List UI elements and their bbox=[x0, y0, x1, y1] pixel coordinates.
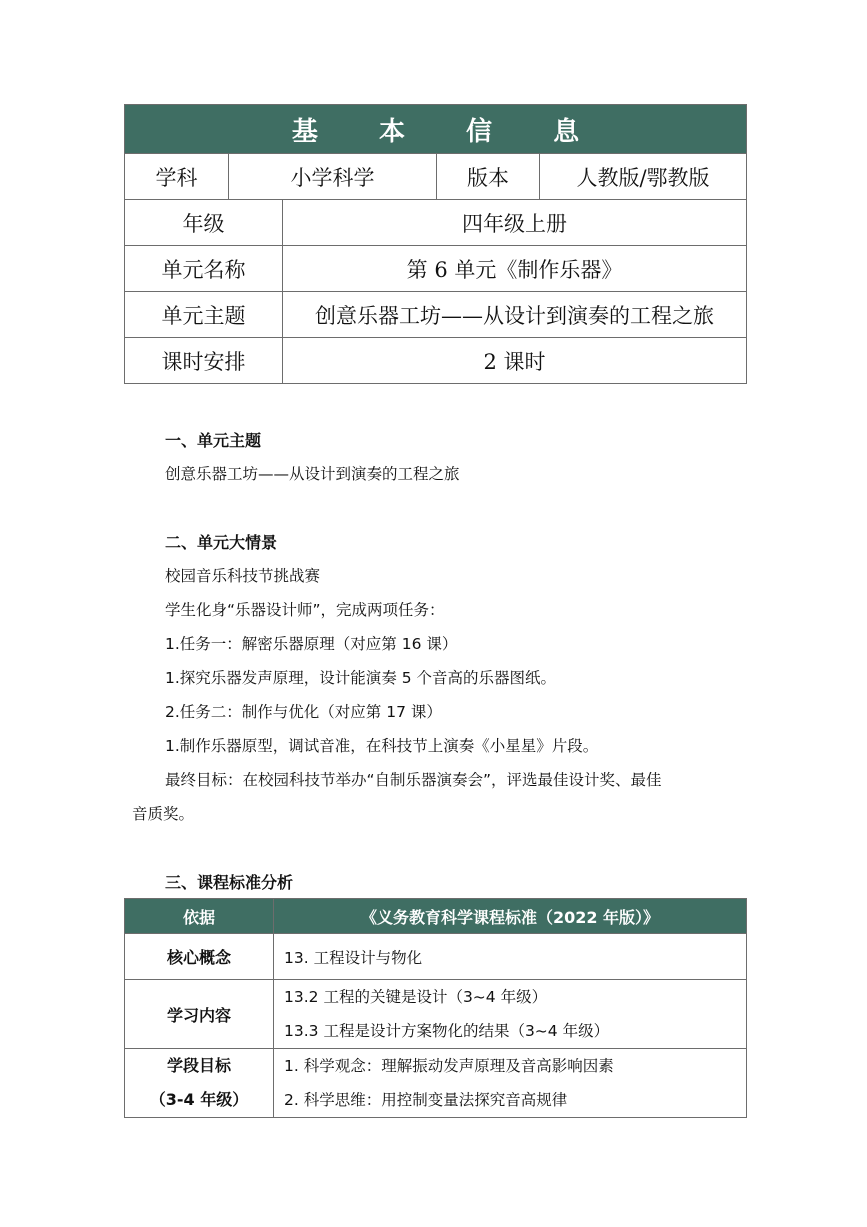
scenario-line: 音质奖。 bbox=[132, 805, 195, 823]
subject-label: 学科 bbox=[125, 154, 229, 200]
stage-goal-values bbox=[274, 1049, 747, 1118]
unit-theme-value: 创意乐器工坊——从设计到演奏的工程之旅 bbox=[283, 292, 747, 338]
unit-name-value: 第 6 单元《制作乐器》 bbox=[283, 246, 747, 292]
table-header-basis: 依据 bbox=[125, 899, 274, 934]
learning-content-item: 13.3 工程是设计方案物化的结果（3~4 年级） bbox=[284, 1022, 610, 1040]
edition-label: 版本 bbox=[437, 154, 540, 200]
section3-title: 三、课程标准分析 bbox=[165, 873, 294, 892]
section1-text: 创意乐器工坊——从设计到演奏的工程之旅 bbox=[165, 465, 460, 483]
basic-info-table bbox=[124, 104, 747, 384]
curriculum-standard-table bbox=[124, 898, 747, 1118]
stage-goal-item: 1. 科学观念：理解振动发声原理及音高影响因素 bbox=[284, 1057, 614, 1075]
scenario-line: 最终目标：在校园科技节举办“自制乐器演奏会”，评选最佳设计奖、最佳 bbox=[165, 771, 662, 789]
core-concept-value: 13. 工程设计与物化 bbox=[274, 934, 747, 980]
learning-content-values bbox=[274, 980, 747, 1049]
scenario-line: 1.探究乐器发声原理，设计能演奏 5 个音高的乐器图纸。 bbox=[165, 669, 557, 687]
grade-value: 四年级上册 bbox=[283, 200, 747, 246]
unit-theme-label: 单元主题 bbox=[125, 292, 283, 338]
core-concept-label: 核心概念 bbox=[125, 934, 274, 980]
edition-value: 人教版/鄂教版 bbox=[540, 154, 747, 200]
table-header-standard: 《义务教育科学课程标准（2022 年版）》 bbox=[274, 899, 747, 934]
schedule-value: 2 课时 bbox=[283, 338, 747, 384]
basic-info-title: 基 本 信 息 bbox=[125, 105, 747, 154]
section2-title: 二、单元大情景 bbox=[165, 533, 278, 552]
section1-title: 一、单元主题 bbox=[165, 431, 262, 450]
scenario-line: 1.制作乐器原型，调试音准，在科技节上演奏《小星星》片段。 bbox=[165, 737, 599, 755]
scenario-line: 校园音乐科技节挑战赛 bbox=[165, 567, 321, 585]
subject-value: 小学科学 bbox=[229, 154, 437, 200]
scenario-line: 1.任务一：解密乐器原理（对应第 16 课） bbox=[165, 635, 458, 653]
stage-goal-label-line: 学段目标 bbox=[166, 1056, 231, 1075]
stage-goal-item: 2. 科学思维：用控制变量法探究音高规律 bbox=[284, 1091, 568, 1109]
schedule-label: 课时安排 bbox=[125, 338, 283, 384]
scenario-line: 2.任务二：制作与优化（对应第 17 课） bbox=[165, 703, 442, 721]
grade-label: 年级 bbox=[125, 200, 283, 246]
stage-goal-label-line: （3-4 年级） bbox=[149, 1090, 249, 1109]
stage-goal-label bbox=[125, 1049, 274, 1118]
scenario-line: 学生化身“乐器设计师”，完成两项任务： bbox=[165, 601, 445, 619]
learning-content-item: 13.2 工程的关键是设计（3~4 年级） bbox=[284, 988, 548, 1006]
learning-content-label: 学习内容 bbox=[125, 980, 274, 1049]
unit-name-label: 单元名称 bbox=[125, 246, 283, 292]
